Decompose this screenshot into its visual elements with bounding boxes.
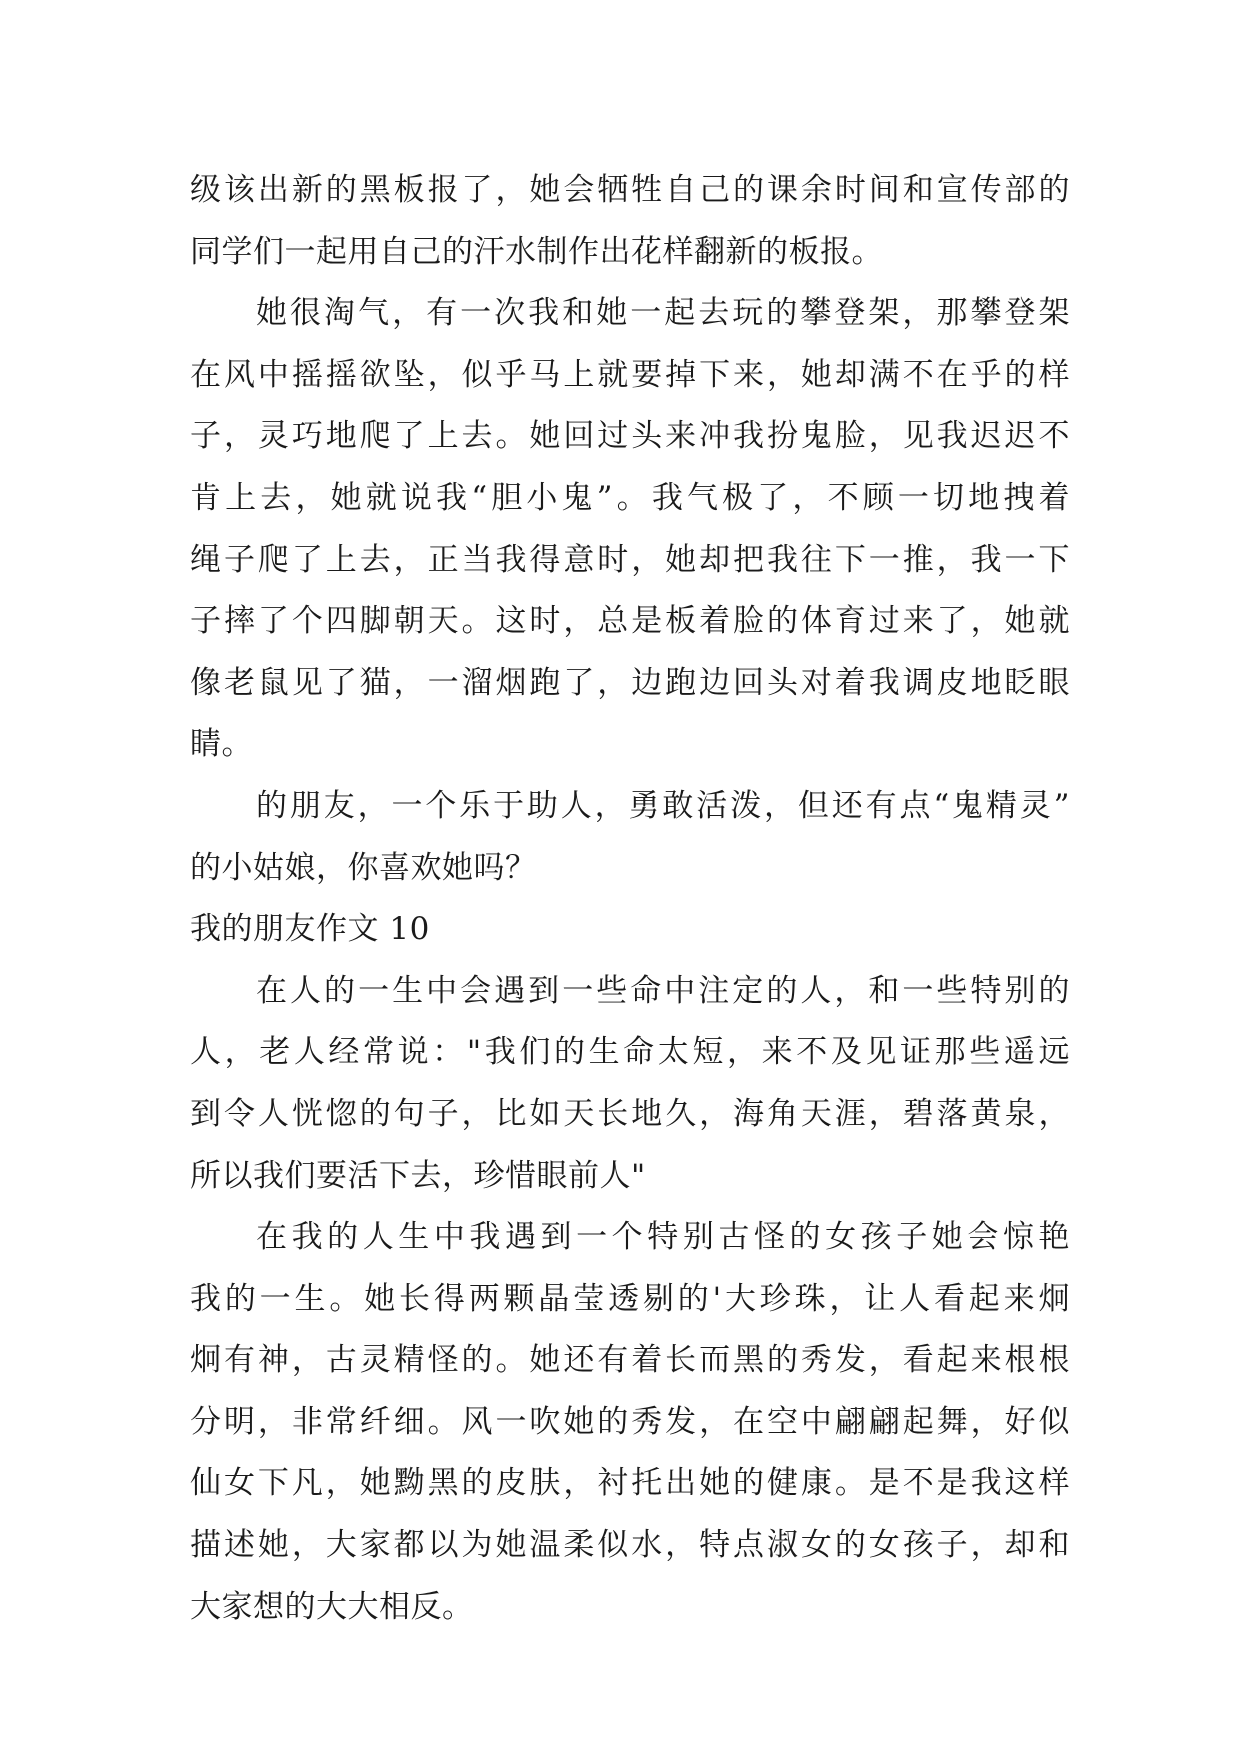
document-body <box>190 160 1070 1638</box>
text-line: 在风中摇摇欲坠，似乎马上就要掉下来，她却满不在乎的样 <box>190 356 1070 393</box>
text-line: 级该出新的黑板报了，她会牺牲自己的课余时间和宣传部的 <box>190 172 1070 208</box>
text-line: 同学们一起用自己的汗水制作出花样翻新的板报。 <box>190 233 883 270</box>
paragraph <box>190 283 1070 776</box>
section-heading: 我的朋友作文 10 <box>190 911 430 948</box>
text-line: 在人的一生中会遇到一些命中注定的人，和一些特别的 <box>256 972 1070 1009</box>
text-line: 的小姑娘，你喜欢她吗？ <box>190 849 537 886</box>
text-line: 她很淘气，有一次我和她一起去玩的攀登架，那攀登架 <box>256 295 1070 332</box>
text-line: 像老鼠见了猫，一溜烟跑了，边跑边回头对着我调皮地眨眼 <box>190 664 1070 701</box>
text-line: 我的一生。她长得两颗晶莹透剔的'大珍珠，让人看起来炯 <box>190 1280 1070 1317</box>
text-line: 的朋友，一个乐于助人，勇敢活泼，但还有点“鬼精灵” <box>256 787 1070 824</box>
paragraph <box>190 961 1070 1207</box>
text-line: 绳子爬了上去，正当我得意时，她却把我往下一推，我一下 <box>190 541 1070 578</box>
text-line: 睛。 <box>190 726 253 763</box>
paragraph <box>190 776 1070 899</box>
text-line: 大家想的大大相反。 <box>190 1588 474 1625</box>
text-line: 描述她，大家都以为她温柔似水，特点淑女的女孩子，却和 <box>190 1527 1070 1564</box>
text-line: 子，灵巧地爬了上去。她回过头来冲我扮鬼脸，见我迟迟不 <box>190 418 1070 455</box>
text-line: 所以我们要活下去，珍惜眼前人" <box>190 1157 646 1194</box>
paragraph <box>190 160 1070 283</box>
text-line: 在我的人生中我遇到一个特别古怪的女孩子她会惊艳 <box>256 1219 1070 1256</box>
text-line: 子摔了个四脚朝天。这时，总是板着脸的体育过来了，她就 <box>190 603 1070 640</box>
text-line: 炯有神，古灵精怪的。她还有着长而黑的秀发，看起来根根 <box>190 1342 1070 1379</box>
text-line: 人，老人经常说："我们的生命太短，来不及见证那些遥远 <box>190 1034 1070 1071</box>
text-line: 肯上去，她就说我“胆小鬼”。我气极了，不顾一切地拽着 <box>190 479 1070 516</box>
text-line: 分明，非常纤细。风一吹她的秀发，在空中翩翩起舞，好似 <box>190 1403 1070 1440</box>
text-line: 到令人恍惚的句子，比如天长地久，海角天涯，碧落黄泉， <box>190 1095 1070 1132</box>
text-line: 仙女下凡，她黝黑的皮肤，衬托出她的健康。是不是我这样 <box>190 1465 1070 1502</box>
paragraph <box>190 1207 1070 1638</box>
